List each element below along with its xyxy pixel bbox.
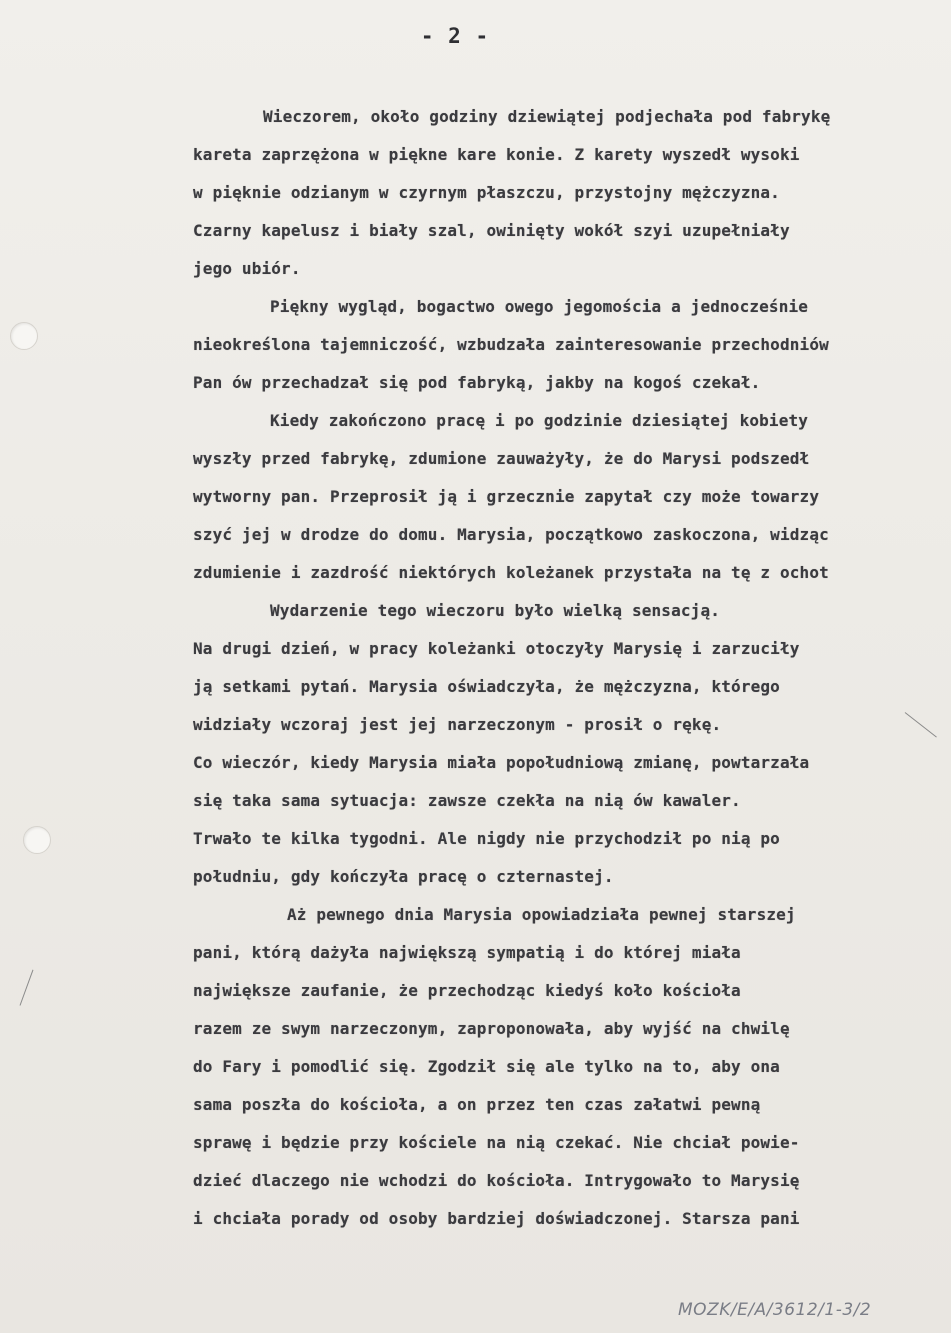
- text-line: razem ze swym narzeczonym, zaproponowała, aby wyjść na chwilę: [193, 1019, 790, 1038]
- text-line: nieokreślona tajemniczość, wzbudzała zainteresowanie przechodniów: [193, 335, 829, 354]
- text-line: Trwało te kilka tygodni. Ale nigdy nie przychodził po nią po: [193, 829, 780, 848]
- text-line: sama poszła do kościoła, a on przez ten czas załatwi pewną: [193, 1095, 761, 1114]
- text-line: Aż pewnego dnia Marysia opowiadziała pewnej starszej: [287, 905, 796, 924]
- text-line: zdumienie i zazdrość niektórych koleżanek przystała na tę z ochot: [193, 563, 829, 582]
- page-number: - 2 -: [420, 24, 490, 48]
- text-line: Pan ów przechadzał się pod fabryką, jakby na kogoś czekał.: [193, 373, 761, 392]
- text-line: Wydarzenie tego wieczoru było wielką sensacją.: [270, 601, 721, 620]
- text-line: i chciała porady od osoby bardziej doświadczonej. Starsza pani: [193, 1209, 800, 1228]
- text-line: wytworny pan. Przeprosił ją i grzecznie zapytał czy może towarzy: [193, 487, 820, 506]
- text-line: sprawę i będzie przy kościele na nią czekać. Nie chciał powie-: [193, 1133, 800, 1152]
- text-line: jego ubiór.: [193, 259, 301, 278]
- text-line: wyszły przed fabrykę, zdumione zauważyły, że do Marysi podszedł: [193, 449, 810, 468]
- text-line: największe zaufanie, że przechodząc kiedyś koło kościoła: [193, 981, 741, 1000]
- text-line: Piękny wygląd, bogactwo owego jegomościa a jednocześnie: [270, 297, 809, 316]
- text-line: w pięknie odzianym w czyrnym płaszczu, przystojny mężczyzna.: [193, 183, 780, 202]
- text-line: Kiedy zakończono pracę i po godzinie dziesiątej kobiety: [270, 411, 809, 430]
- text-line: ją setkami pytań. Marysia oświadczyła, że mężczyzna, którego: [193, 677, 780, 696]
- text-line: szyć jej w drodze do domu. Marysia, początkowo zaskoczona, widząc: [193, 525, 829, 544]
- text-line: Na drugi dzień, w pracy koleżanki otoczyły Marysię i zarzuciły: [193, 639, 800, 658]
- text-line: kareta zaprzężona w piękne kare konie. Z karety wyszedł wysoki: [193, 145, 800, 164]
- archive-signature: MOZK/E/A/3612/1-3/2: [678, 1300, 872, 1320]
- text-line: dzieć dlaczego nie wchodzi do kościoła. Intrygowało to Marysię: [193, 1171, 800, 1190]
- text-line: do Fary i pomodlić się. Zgodził się ale tylko na to, aby ona: [193, 1057, 780, 1076]
- text-line: widziały wczoraj jest jej narzeczonym - prosił o rękę.: [193, 715, 722, 734]
- text-line: Czarny kapelusz i biały szal, owinięty wokół szyi uzupełniały: [193, 221, 790, 240]
- text-line: się taka sama sytuacja: zawsze czekła na nią ów kawaler.: [193, 791, 741, 810]
- text-line: Wieczorem, około godziny dziewiątej podjechała pod fabrykę: [263, 107, 831, 126]
- text-line: pani, którą dażyła największą sympatią i do której miała: [193, 943, 741, 962]
- text-line: południu, gdy kończyła pracę o czternastej.: [193, 867, 614, 886]
- text-line: Co wieczór, kiedy Marysia miała popołudniową zmianę, powtarzała: [193, 753, 810, 772]
